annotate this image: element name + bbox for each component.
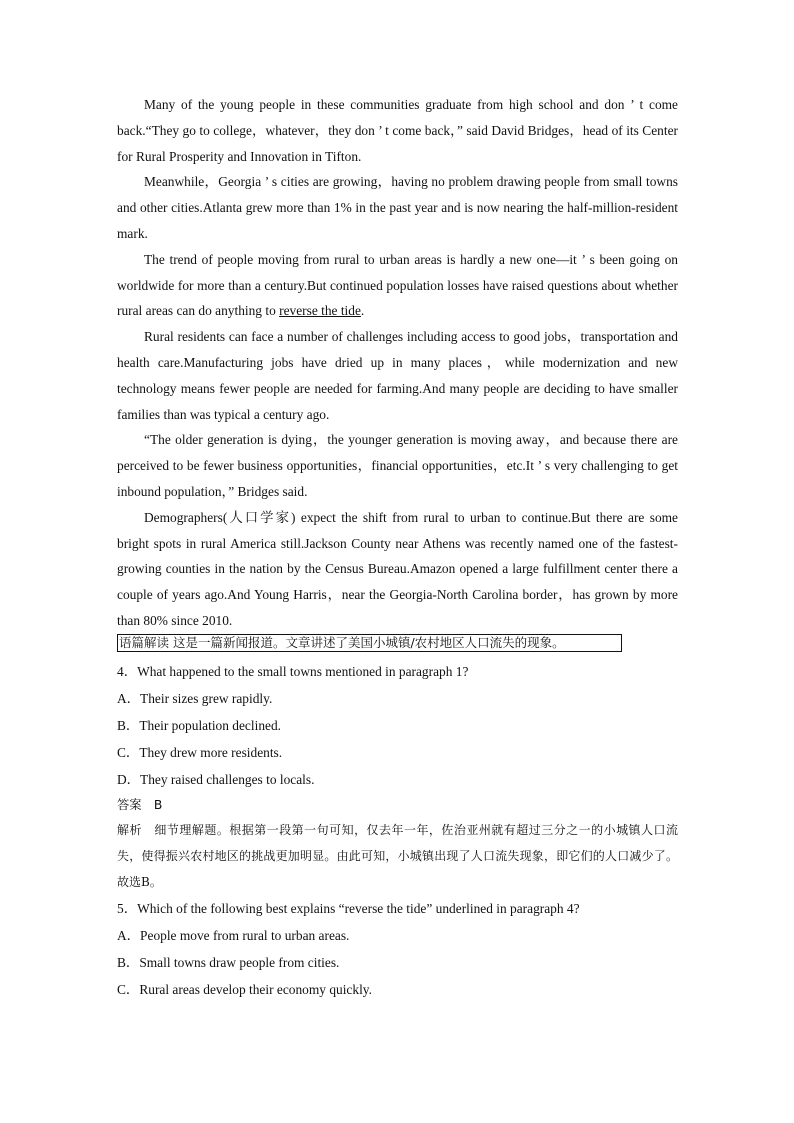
paragraph-6: Demographers(人口学家) expect the shift from rural to urban to continue.But there are some bright spots in rural America still.Jackson County near Athens was recently named one of the fastest-growing counties in the nation by the Census Bureau.Amazon opened a large fulfillment center there a couple of years ago.And Young Harris，near the Georgia-North Carolina border，has grown by more than 80% since 2010. [117, 509, 678, 628]
question-4-option-b: B．Their population declined. [117, 717, 281, 733]
paragraph-5: “The older generation is dying，the younger generation is moving away，and because there are perceived to be fewer business opportunities，financial opportunities，etc.It ’ s very challenging to get inbound population，” Bridges said. [117, 432, 678, 499]
paragraph-1: Many of the young people in these communities graduate from high school and don ’ t come back.“They go to college，whatever，they don ’ t come back，” said David Bridges，head of its Center for Rural Prosperity and Innovation in Tifton. [117, 97, 678, 164]
paragraph-3 [117, 247, 678, 324]
question-4-explanation: 解析 细节理解题。根据第一段第一句可知，仅去年一年，佐治亚州就有超过三分之一的小城镇人口流失，使得振兴农村地区的挑战更加明显。由此可知，小城镇出现了人口流失现象，即它们的人口减少了。故选B。 [117, 823, 678, 889]
document-page [117, 92, 678, 1003]
question-4-option-a: A．Their sizes grew rapidly. [117, 690, 273, 706]
question-4-option-d: D．They raised challenges to locals. [117, 771, 315, 787]
question-4-stem: 4．What happened to the small towns mentioned in paragraph 1? [117, 663, 469, 679]
question-5-stem: 5．Which of the following best explains “reverse the tide” underlined in paragraph 4? [117, 901, 580, 917]
question-4-answer: 答案 B [117, 797, 163, 812]
paragraph-4: Rural residents can face a number of challenges including access to good jobs，transportation and health care.Manufacturing jobs have dried up in many places，while modernization and new technology means fewer people are needed for farming.And many people are deciding to have smaller families than was typical a century ago. [117, 329, 678, 422]
underlined-phrase: reverse the tide [279, 303, 361, 319]
question-5-option-a: A．People move from rural to urban areas. [117, 928, 350, 944]
paragraph-3-end: . [360, 303, 365, 319]
summary-box: 语篇解读 这是一篇新闻报道。文章讲述了美国小城镇/农村地区人口流失的现象。 [117, 634, 622, 652]
question-5-option-b: B．Small towns draw people from cities. [117, 955, 340, 971]
paragraph-3-text: The trend of people moving from rural to urban areas is hardly a new one—it ’ s been going on worldwide for more than a century.But continued population losses have raised questions about whether rural areas can do anything to [117, 251, 678, 319]
question-5-option-c: C．Rural areas develop their economy quickly. [117, 982, 372, 998]
question-4-option-c: C．They drew more residents. [117, 744, 283, 760]
paragraph-2: Meanwhile，Georgia ’ s cities are growing，having no problem drawing people from small towns and other cities.Atlanta grew more than 1% in the past year and is now nearing the half-million-resident mark. [117, 174, 678, 241]
